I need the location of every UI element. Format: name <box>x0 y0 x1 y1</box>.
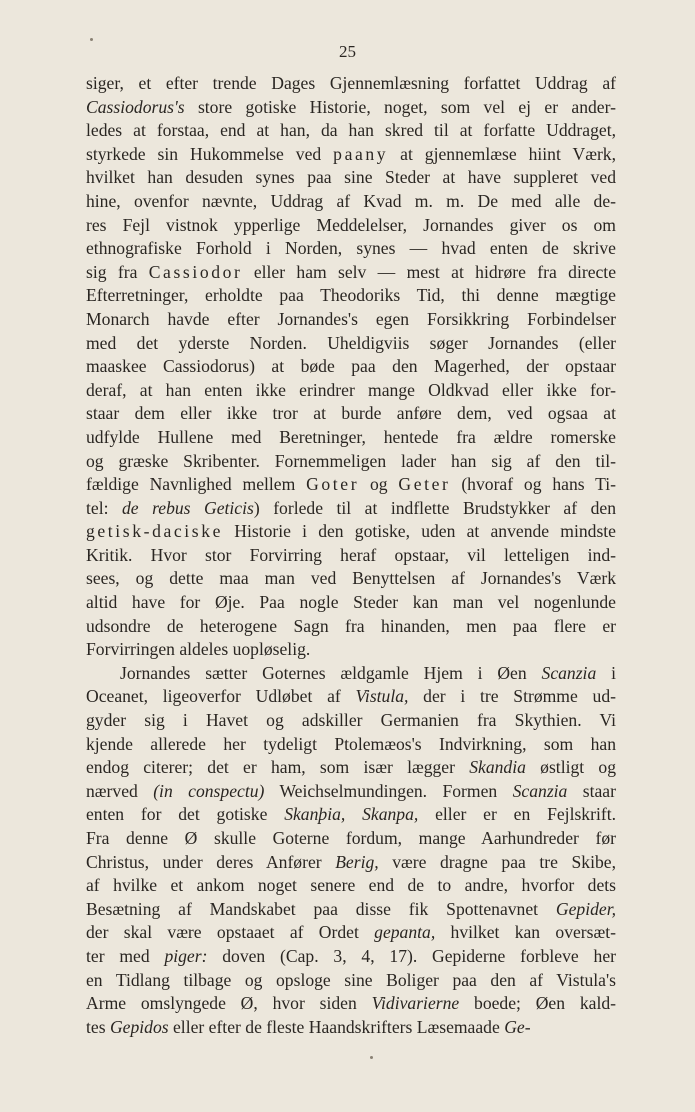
text-line: Christus, under deres Anfører Berig, være dragne paa tre Skibe, <box>86 851 616 872</box>
text-line: Oceanet, ligeoverfor Udløbet af Vistula, der i tre Strømme ud- <box>86 686 616 707</box>
text-line: enten for det gotiske Skanþia, Skanpa, eller er en Fejlskrift. <box>86 804 616 825</box>
italic-term: Ge- <box>504 1016 531 1037</box>
spaced-term: Cassiodor <box>148 261 243 282</box>
paper-speck <box>90 38 93 41</box>
text-line: der skal være opstaaet af Ordet gepanta, hvilket kan oversæt- <box>86 922 616 943</box>
text-line: maaskee Cassiodorus) at bøde paa den Magerhed, der opstaar <box>86 356 616 377</box>
text-line: deraf, at han enten ikke erindrer mange Oldkvad eller ikke for- <box>86 379 616 400</box>
text-line: Kritik. Hvor stor Forvirring heraf opstaar, vil letteligen ind- <box>86 544 616 565</box>
spaced-term: Geter <box>398 474 451 495</box>
italic-term: Skanþia, Skanpa, <box>284 804 419 825</box>
text-line: Cassiodorus's store gotiske Historie, noget, som vel ej er ander- <box>86 96 616 117</box>
text-line: sig fra Cassiodor eller ham selv — mest at hidrøre fra directe <box>86 261 617 282</box>
spaced-term: getisk-daciske <box>86 521 224 542</box>
italic-term: Vistula, <box>355 686 409 707</box>
text-line: tel: de rebus Geticis) forlede til at indflette Brudstykker af den <box>86 497 616 518</box>
text-line: og græske Skribenter. Fornemmeligen lader han sig af den til- <box>86 450 616 471</box>
italic-term: Cassiodorus's <box>86 96 185 117</box>
text-line: ethnografiske Forhold i Norden, synes — hvad enten de skrive <box>86 238 616 259</box>
text-line: Arme omslyngede Ø, hvor siden Vidivarierne boede; Øen kald- <box>86 993 616 1014</box>
text-line: styrkede sin Hukommelse ved paany at gjennemlæse hiint Værk, <box>86 143 616 164</box>
text-line: hvilket han desuden synes paa sine Steder at have suppleret ved <box>86 167 616 188</box>
text-line: Forvirringen aldeles uopløselig. <box>86 639 311 660</box>
text-line: altid have for Øje. Paa nogle Steder kan man vel nogenlunde <box>86 592 616 613</box>
text-line: fældige Navnlighed mellem Goter og Geter (hvoraf og hans Ti- <box>86 474 616 495</box>
text-line: kjende allerede her tydeligt Ptolemæos's Indvirkning, som han <box>86 733 616 754</box>
text-line: getisk-daciske Historie i den gotiske, uden at anvende mindste <box>86 521 616 542</box>
text-line: tes Gepidos eller efter de fleste Haandskrifters Læsemaade Ge- <box>86 1016 531 1037</box>
italic-term: gepanta, <box>374 922 436 943</box>
text-line: med det yderste Norden. Uheldigviis søger Jornandes (eller <box>86 332 616 353</box>
spaced-term: Goter <box>306 474 360 495</box>
spaced-term: paany <box>333 143 389 164</box>
italic-term: piger: <box>164 945 208 966</box>
text-line: nærved (in conspectu) Weichselmundingen. Formen Scanzia staar <box>86 780 616 801</box>
text-line: staar dem eller ikke tror at burde anføre dem, ved ogsaa at <box>86 403 616 424</box>
text-line: Besætning af Mandskabet paa disse fik Spottenavnet Gepider, <box>86 898 616 919</box>
italic-term: Scanzia <box>512 780 568 801</box>
text-line: Monarch havde efter Jornandes's egen Forsikkring Forbindelser <box>86 308 616 329</box>
text-line: endog citerer; det er ham, som især lægger Skandia østligt og <box>86 757 616 778</box>
text-line: gyder sig i Havet og adskiller Germanien fra Skythien. Vi <box>86 710 616 731</box>
italic-term: Gepider, <box>555 898 616 919</box>
italic-term: Vidivarierne <box>371 993 460 1014</box>
italic-term: Berig, <box>335 851 379 872</box>
text-line: sees, og dette maa man ved Benyttelsen af Jornandes's Værk <box>86 568 616 589</box>
page-number: 25 <box>339 42 356 61</box>
text-line: ter med piger: doven (Cap. 3, 4, 17). Gepiderne forbleve her <box>86 945 616 966</box>
text-line: af hvilke et ankom noget senere end de to andre, hvorfor dets <box>86 875 616 896</box>
text-line: udfylde Hullene med Beretninger, hentede fra ældre romerske <box>86 426 616 447</box>
text-line: Efterretninger, erholdte paa Theodoriks Tid, thi denne mægtige <box>86 285 616 306</box>
italic-term: Skandia <box>469 757 526 778</box>
text-line: siger, et efter trende Dages Gjennemlæsning forfattet Uddrag af <box>86 73 616 93</box>
text-line: hine, ovenfor nævnte, Uddrag af Kvad m. m. De med alle de- <box>86 190 616 211</box>
text-line: Fra denne Ø skulle Goterne fordum, mange Aarhundreder før <box>86 828 616 848</box>
text-line: udsondre de heterogene Sagn fra hinanden, men paa flere er <box>86 615 616 636</box>
italic-term: Scanzia <box>541 662 597 683</box>
italic-term: (in conspectu) <box>153 780 265 801</box>
text-line: ledes at forstaa, end at han, da han skred til at forfatte Uddraget, <box>86 120 616 141</box>
italic-term: Gepidos <box>109 1016 169 1037</box>
paper-speck <box>370 1056 373 1059</box>
body-text <box>86 72 616 1039</box>
text-line: res Fejl vistnok ypperlige Meddelelser, Jornandes giver os om <box>86 214 616 235</box>
text-line: en Tidlang tilbage og opsloge sine Boliger paa den af Vistula's <box>86 969 616 990</box>
italic-term: de rebus Geticis <box>121 497 254 518</box>
text-line: Jornandes sætter Goternes ældgamle Hjem i Øen Scanzia i <box>120 662 616 683</box>
